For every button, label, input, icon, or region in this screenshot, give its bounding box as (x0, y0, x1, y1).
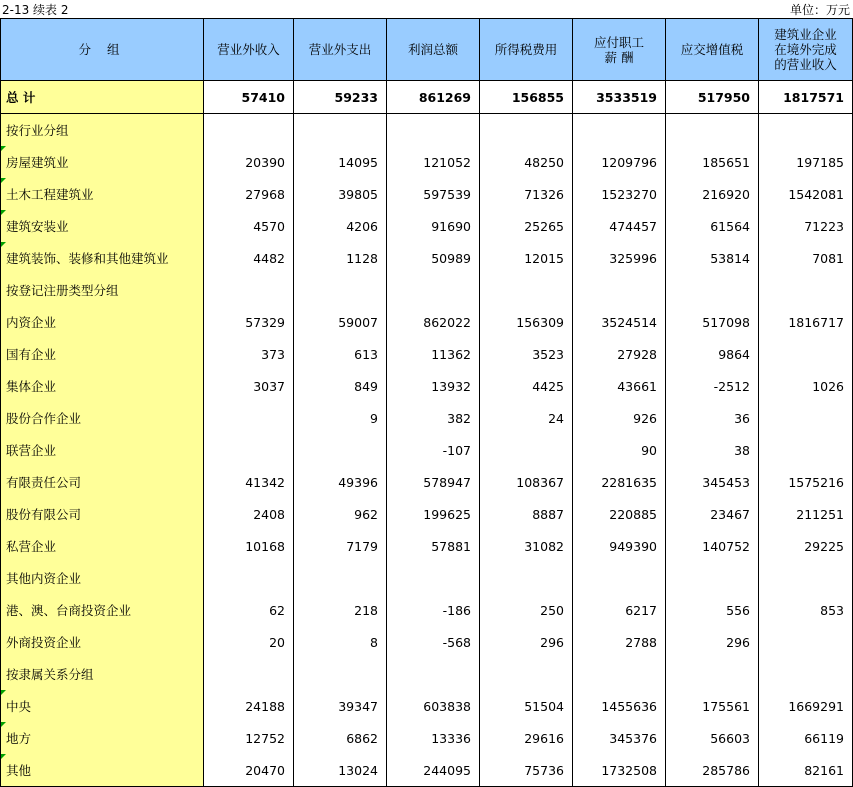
table-cell: 11362 (387, 338, 480, 370)
table-cell: 1128 (294, 242, 387, 274)
table-cell: 20 (204, 626, 294, 658)
row-label (1, 722, 204, 754)
table-row-total (1, 81, 853, 114)
table-cell: 23467 (666, 498, 759, 530)
corner-marker-icon (1, 242, 6, 247)
table-cell (759, 562, 853, 594)
column-header-nonoperating-expense: 营业外支出 (294, 19, 387, 81)
table-row (1, 658, 853, 690)
table-cell: 1575216 (759, 466, 853, 498)
table-cell: 82161 (759, 754, 853, 787)
table-cell: 211251 (759, 498, 853, 530)
table-cell: 10168 (204, 530, 294, 562)
table-cell: 597539 (387, 178, 480, 210)
table-cell: 27968 (204, 178, 294, 210)
table-cell: 50989 (387, 242, 480, 274)
table-cell: 1669291 (759, 690, 853, 722)
row-label: 总 计 (1, 81, 204, 114)
table-cell (204, 274, 294, 306)
header-row (1, 19, 853, 81)
table-cell (387, 562, 480, 594)
table-cell: 849 (294, 370, 387, 402)
table-cell: 1209796 (573, 146, 666, 178)
table-cell (387, 658, 480, 690)
table-cell (204, 402, 294, 434)
table-cell: 41342 (204, 466, 294, 498)
table-row (1, 434, 853, 466)
table-cell: 75736 (480, 754, 573, 787)
column-header-payroll-payable: 应付职工 薪 酬 (573, 19, 666, 81)
corner-marker-icon (1, 146, 6, 151)
table-cell: 43661 (573, 370, 666, 402)
table-cell (573, 114, 666, 147)
row-label: 联营企业 (1, 434, 204, 466)
table-cell: 57881 (387, 530, 480, 562)
table-cell: 3037 (204, 370, 294, 402)
table-row (1, 498, 853, 530)
table-cell: 1026 (759, 370, 853, 402)
table-cell: 296 (666, 626, 759, 658)
table-cell: 250 (480, 594, 573, 626)
table-cell (666, 114, 759, 147)
table-cell: 578947 (387, 466, 480, 498)
row-label: 私营企业 (1, 530, 204, 562)
table-cell: 285786 (666, 754, 759, 787)
table-cell: 13336 (387, 722, 480, 754)
table-cell (480, 274, 573, 306)
table-cell (759, 402, 853, 434)
table-cell: 66119 (759, 722, 853, 754)
table-cell: 4425 (480, 370, 573, 402)
table-cell (294, 562, 387, 594)
table-cell: 31082 (480, 530, 573, 562)
table-cell (480, 658, 573, 690)
table-cell: 13024 (294, 754, 387, 787)
table-cell: 218 (294, 594, 387, 626)
table-row (1, 754, 853, 787)
table-cell: 4570 (204, 210, 294, 242)
column-header-vat-payable: 应交增值税 (666, 19, 759, 81)
table-cell (294, 434, 387, 466)
table-cell: 853 (759, 594, 853, 626)
table-cell: 517950 (666, 81, 759, 114)
table-cell: 1455636 (573, 690, 666, 722)
table-cell (573, 658, 666, 690)
unit-label: 单位：万元 (789, 3, 850, 17)
table-cell: 199625 (387, 498, 480, 530)
column-header-income-tax: 所得税费用 (480, 19, 573, 81)
table-cell: 1816717 (759, 306, 853, 338)
table-cell: 7179 (294, 530, 387, 562)
table-cell: 1817571 (759, 81, 853, 114)
table-cell: 949390 (573, 530, 666, 562)
row-label (1, 754, 204, 787)
table-cell: 8 (294, 626, 387, 658)
table-cell (294, 658, 387, 690)
table-row (1, 146, 853, 178)
table-cell: 39347 (294, 690, 387, 722)
table-cell: 474457 (573, 210, 666, 242)
table-cell: 861269 (387, 81, 480, 114)
table-cell: 39805 (294, 178, 387, 210)
table-cell: 36 (666, 402, 759, 434)
table-cell (480, 434, 573, 466)
table-cell: 156855 (480, 81, 573, 114)
row-label: 按行业分组 (1, 114, 204, 147)
table-row (1, 242, 853, 274)
table-row (1, 530, 853, 562)
table-cell: 175561 (666, 690, 759, 722)
table-cell: 244095 (387, 754, 480, 787)
table-cell (573, 274, 666, 306)
table-row (1, 722, 853, 754)
row-label-text: 地方 (6, 731, 32, 746)
table-cell: 4482 (204, 242, 294, 274)
table-cell (480, 114, 573, 147)
corner-marker-icon (1, 690, 6, 695)
table-cell: 603838 (387, 690, 480, 722)
row-label (1, 210, 204, 242)
table-cell (294, 114, 387, 147)
table-cell (666, 562, 759, 594)
table-cell: 296 (480, 626, 573, 658)
table-cell: -2512 (666, 370, 759, 402)
row-label: 内资企业 (1, 306, 204, 338)
table-cell: 3524514 (573, 306, 666, 338)
row-label: 股份有限公司 (1, 498, 204, 530)
row-label-text: 土木工程建筑业 (6, 187, 94, 202)
table-cell: 220885 (573, 498, 666, 530)
table-cell: 59233 (294, 81, 387, 114)
column-header-group: 分 组 (1, 19, 204, 81)
table-cell: 556 (666, 594, 759, 626)
row-label: 外商投资企业 (1, 626, 204, 658)
column-header-total-profit: 利润总额 (387, 19, 480, 81)
table-cell: 53814 (666, 242, 759, 274)
table-cell: 8887 (480, 498, 573, 530)
table-cell: 3523 (480, 338, 573, 370)
table-cell (759, 114, 853, 147)
table-cell: 29616 (480, 722, 573, 754)
table-cell: 12015 (480, 242, 573, 274)
table-cell: 14095 (294, 146, 387, 178)
table-cell: 185651 (666, 146, 759, 178)
table-cell (666, 274, 759, 306)
row-label: 有限责任公司 (1, 466, 204, 498)
table-cell: 156309 (480, 306, 573, 338)
table-row (1, 594, 853, 626)
row-label (1, 242, 204, 274)
table-cell: 59007 (294, 306, 387, 338)
table-cell: 20390 (204, 146, 294, 178)
table-cell (759, 658, 853, 690)
table-cell: 29225 (759, 530, 853, 562)
table-row (1, 370, 853, 402)
table-cell: 20470 (204, 754, 294, 787)
table-cell: 38 (666, 434, 759, 466)
table-cell: 926 (573, 402, 666, 434)
table-cell: 2408 (204, 498, 294, 530)
table-code: 2-13 续表 2 (2, 3, 69, 17)
table-cell (759, 274, 853, 306)
table-cell: 27928 (573, 338, 666, 370)
table-cell: 57329 (204, 306, 294, 338)
table-caption-bar (0, 0, 853, 18)
table-row (1, 178, 853, 210)
table-cell: 90 (573, 434, 666, 466)
table-row (1, 690, 853, 722)
table-cell: 25265 (480, 210, 573, 242)
row-label: 国有企业 (1, 338, 204, 370)
row-label (1, 690, 204, 722)
table-cell: 1523270 (573, 178, 666, 210)
table-cell: -107 (387, 434, 480, 466)
table-cell: 51504 (480, 690, 573, 722)
table-cell: 613 (294, 338, 387, 370)
table-cell: -186 (387, 594, 480, 626)
row-label-text: 房屋建筑业 (6, 155, 69, 170)
row-label-text: 建筑安装业 (6, 219, 69, 234)
table-cell (573, 562, 666, 594)
table-cell: 6862 (294, 722, 387, 754)
table-cell (759, 338, 853, 370)
corner-marker-icon (1, 722, 6, 727)
table-cell (204, 658, 294, 690)
table-cell: -568 (387, 626, 480, 658)
table-row (1, 210, 853, 242)
row-label (1, 146, 204, 178)
table-cell: 345376 (573, 722, 666, 754)
table-cell: 517098 (666, 306, 759, 338)
table-cell: 48250 (480, 146, 573, 178)
table-cell: 325996 (573, 242, 666, 274)
table-cell: 6217 (573, 594, 666, 626)
table-cell: 962 (294, 498, 387, 530)
table-cell: 121052 (387, 146, 480, 178)
table-row (1, 562, 853, 594)
table-cell: 24 (480, 402, 573, 434)
table-cell: 4206 (294, 210, 387, 242)
table-cell: 57410 (204, 81, 294, 114)
corner-marker-icon (1, 754, 6, 759)
corner-marker-icon (1, 178, 6, 183)
table-cell: 140752 (666, 530, 759, 562)
table-cell: 61564 (666, 210, 759, 242)
table-cell: 3533519 (573, 81, 666, 114)
table-cell: 62 (204, 594, 294, 626)
table-row (1, 114, 853, 147)
table-cell: 13932 (387, 370, 480, 402)
table-cell: 7081 (759, 242, 853, 274)
table-cell (666, 658, 759, 690)
table-cell (759, 626, 853, 658)
row-label: 集体企业 (1, 370, 204, 402)
row-label: 其他内资企业 (1, 562, 204, 594)
table-cell: 382 (387, 402, 480, 434)
corner-marker-icon (1, 210, 6, 215)
table-cell: 71326 (480, 178, 573, 210)
table-cell (759, 434, 853, 466)
row-label-text: 其他 (6, 763, 32, 778)
table-cell: 345453 (666, 466, 759, 498)
table-cell: 24188 (204, 690, 294, 722)
table-cell (204, 114, 294, 147)
row-label-text: 建筑装饰、装修和其他建筑业 (6, 251, 169, 266)
row-label: 按隶属关系分组 (1, 658, 204, 690)
table-cell (480, 562, 573, 594)
statistics-table (0, 18, 853, 787)
table-cell (204, 434, 294, 466)
table-cell: 373 (204, 338, 294, 370)
table-cell: 216920 (666, 178, 759, 210)
table-cell: 2788 (573, 626, 666, 658)
table-row (1, 274, 853, 306)
row-label: 港、澳、台商投资企业 (1, 594, 204, 626)
table-cell: 9864 (666, 338, 759, 370)
table-row (1, 338, 853, 370)
table-cell: 862022 (387, 306, 480, 338)
table-cell: 1542081 (759, 178, 853, 210)
row-label-text: 中央 (6, 699, 32, 714)
table-cell: 108367 (480, 466, 573, 498)
table-cell: 49396 (294, 466, 387, 498)
table-cell (204, 562, 294, 594)
table-cell: 2281635 (573, 466, 666, 498)
table-row (1, 306, 853, 338)
row-label (1, 178, 204, 210)
table-cell: 1732508 (573, 754, 666, 787)
row-label: 股份合作企业 (1, 402, 204, 434)
table-cell (387, 274, 480, 306)
table-cell: 91690 (387, 210, 480, 242)
table-cell: 9 (294, 402, 387, 434)
table-cell (387, 114, 480, 147)
table-cell: 56603 (666, 722, 759, 754)
table-cell: 12752 (204, 722, 294, 754)
table-row (1, 626, 853, 658)
table-cell (294, 274, 387, 306)
table-row (1, 402, 853, 434)
row-label: 按登记注册类型分组 (1, 274, 204, 306)
table-cell: 197185 (759, 146, 853, 178)
column-header-nonoperating-income: 营业外收入 (204, 19, 294, 81)
column-header-overseas-revenue: 建筑业企业 在境外完成 的营业收入 (759, 19, 853, 81)
table-cell: 71223 (759, 210, 853, 242)
table-row (1, 466, 853, 498)
